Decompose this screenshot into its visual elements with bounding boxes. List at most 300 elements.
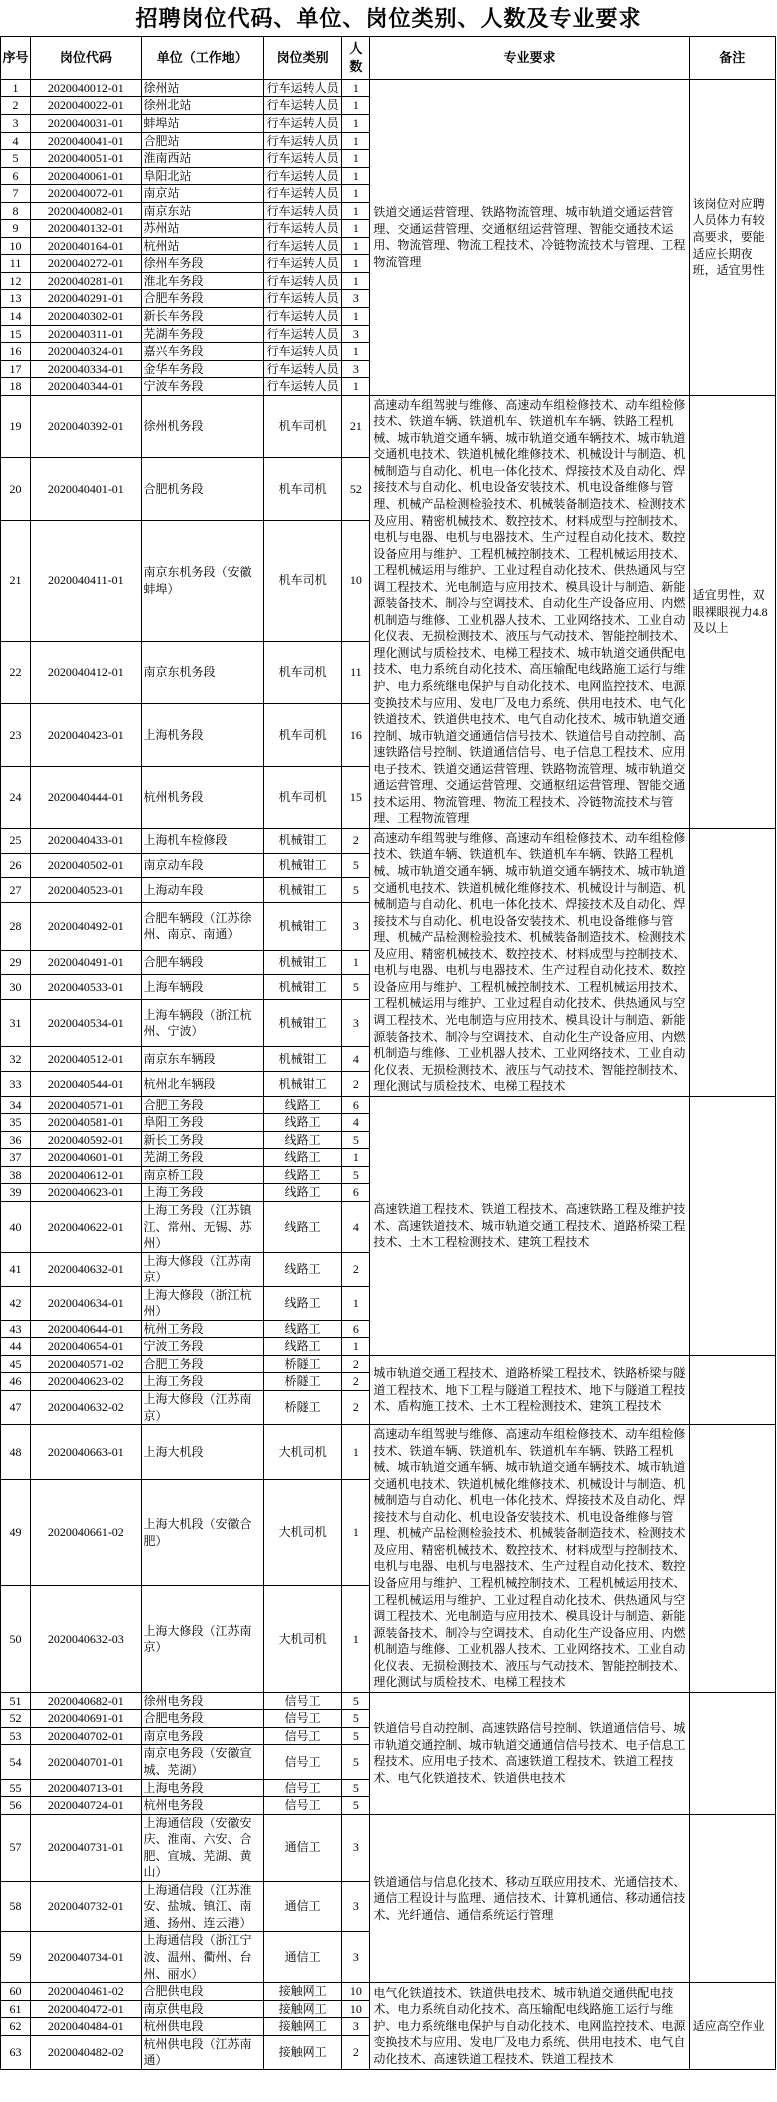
row-index-cell: 44	[1, 1338, 31, 1356]
count-cell: 6	[342, 1320, 370, 1338]
category-cell: 行车运转人员	[264, 97, 342, 115]
unit-cell: 金华车务段	[141, 360, 263, 378]
row-index-cell: 5	[1, 150, 31, 168]
count-cell: 21	[342, 395, 370, 457]
job-code-cell: 2020040061-01	[31, 167, 141, 185]
job-code-cell: 2020040622-01	[31, 1201, 141, 1252]
job-code-cell: 2020040632-02	[31, 1390, 141, 1424]
row-index-cell: 56	[1, 1797, 31, 1815]
row-index-cell: 7	[1, 185, 31, 203]
unit-cell: 阜阳工务段	[141, 1114, 263, 1132]
job-code-cell: 2020040713-01	[31, 1779, 141, 1797]
unit-cell: 合肥工务段	[141, 1096, 263, 1114]
requirement-cell: 铁道通信与信息化技术、移动互联应用技术、光通信技术、通信工程设计与监理、通信技术、计算机通信、移动通信技术、光纤通信、通信系统运行管理	[370, 1814, 689, 1982]
col-header-remark: 备注	[689, 37, 775, 80]
row-index-cell: 62	[1, 2018, 31, 2036]
category-cell: 机械钳工	[264, 1072, 342, 1097]
requirement-cell: 城市轨道交通工程技术、道路桥梁工程技术、铁路桥梁与隧道工程技术、地下工程与隧道工程技术、地下与隧道工程技术、盾构施工技术、土木工程检测技术、建筑工程技术	[370, 1355, 689, 1424]
unit-cell: 南京东机务段	[141, 641, 263, 703]
table-row	[1, 828, 776, 853]
remark-cell	[689, 828, 775, 1096]
table-body	[1, 79, 776, 2069]
count-cell: 5	[342, 1131, 370, 1149]
row-index-cell: 8	[1, 202, 31, 220]
unit-cell: 上海电务段	[141, 1779, 263, 1797]
unit-cell: 宁波工务段	[141, 1338, 263, 1356]
category-cell: 线路工	[264, 1320, 342, 1338]
count-cell: 1	[342, 114, 370, 132]
row-index-cell: 17	[1, 360, 31, 378]
job-code-cell: 2020040031-01	[31, 114, 141, 132]
unit-cell: 上海通信段（江苏淮安、盐城、镇江、南通、扬州、连云港）	[141, 1881, 263, 1932]
row-index-cell: 20	[1, 458, 31, 520]
row-index-cell: 26	[1, 853, 31, 878]
row-index-cell: 2	[1, 97, 31, 115]
unit-cell: 合肥车辆段	[141, 950, 263, 975]
row-index-cell: 34	[1, 1096, 31, 1114]
unit-cell: 杭州站	[141, 237, 263, 255]
job-code-cell: 2020040623-01	[31, 1184, 141, 1202]
unit-cell: 嘉兴车务段	[141, 343, 263, 361]
job-code-cell: 2020040544-01	[31, 1072, 141, 1097]
row-index-cell: 48	[1, 1425, 31, 1480]
job-code-cell: 2020040523-01	[31, 878, 141, 903]
count-cell: 5	[342, 1692, 370, 1710]
job-code-cell: 2020040132-01	[31, 220, 141, 238]
job-code-cell: 2020040423-01	[31, 704, 141, 766]
count-cell: 5	[342, 975, 370, 1000]
row-index-cell: 47	[1, 1390, 31, 1424]
row-index-cell: 12	[1, 272, 31, 290]
category-cell: 机械钳工	[264, 853, 342, 878]
job-code-cell: 2020040623-02	[31, 1373, 141, 1391]
unit-cell: 蚌埠站	[141, 114, 263, 132]
remark-cell	[689, 1425, 775, 1693]
job-code-cell: 2020040732-01	[31, 1881, 141, 1932]
job-code-cell: 2020040581-01	[31, 1114, 141, 1132]
requirement-cell: 高速铁道工程技术、铁道工程技术、高速铁路工程及维护技术、高速铁道技术、城市轨道交通工程技术、道路桥梁工程技术、土木工程检测技术、建筑工程技术	[370, 1096, 689, 1355]
row-index-cell: 54	[1, 1745, 31, 1779]
row-index-cell: 23	[1, 704, 31, 766]
category-cell: 行车运转人员	[264, 132, 342, 150]
unit-cell: 上海大修段（江苏南京）	[141, 1252, 263, 1286]
category-cell: 行车运转人员	[264, 220, 342, 238]
category-cell: 机械钳工	[264, 975, 342, 1000]
row-index-cell: 39	[1, 1184, 31, 1202]
count-cell: 1	[342, 237, 370, 255]
job-code-cell: 2020040701-01	[31, 1745, 141, 1779]
row-index-cell: 33	[1, 1072, 31, 1097]
unit-cell: 杭州电务段	[141, 1797, 263, 1815]
count-cell: 10	[342, 1983, 370, 2001]
unit-cell: 上海通信段（安徽安庆、淮南、六安、合肥、宣城、芜湖、黄山）	[141, 1814, 263, 1881]
unit-cell: 上海大修段（浙江杭州）	[141, 1286, 263, 1320]
remark-cell	[689, 1096, 775, 1355]
category-cell: 行车运转人员	[264, 255, 342, 273]
job-code-cell: 2020040533-01	[31, 975, 141, 1000]
table-row	[1, 79, 776, 97]
unit-cell: 徐州站	[141, 79, 263, 97]
job-code-cell: 2020040411-01	[31, 520, 141, 641]
category-cell: 行车运转人员	[264, 79, 342, 97]
job-code-cell: 2020040534-01	[31, 999, 141, 1047]
category-cell: 桥隧工	[264, 1355, 342, 1373]
requirement-cell: 铁道交通运营管理、铁路物流管理、城市轨道交通运营管理、交通运营管理、交通枢纽运营管理、智能交通技术运用、物流管理、物流工程技术、冷链物流技术与管理、工程物流管理	[370, 79, 689, 395]
job-code-cell: 2020040324-01	[31, 343, 141, 361]
unit-cell: 上海车辆段（浙江杭州、宁波）	[141, 999, 263, 1047]
requirement-cell: 电气化铁道技术、铁道供电技术、城市轨道交通供配电技术、电力系统自动化技术、高压输配电线路施工运行与维护、电力系统继电保护与自动化技术、电网监控技术、电源变换技术与应用、发电厂及电力系统、供用电技术、电气自动化技术、高速铁道工程技术、铁道工程技术	[370, 1983, 689, 2070]
unit-cell: 徐州北站	[141, 97, 263, 115]
job-code-cell: 2020040661-02	[31, 1479, 141, 1585]
count-cell: 3	[342, 1881, 370, 1932]
row-index-cell: 14	[1, 307, 31, 325]
category-cell: 行车运转人员	[264, 343, 342, 361]
category-cell: 信号工	[264, 1745, 342, 1779]
unit-cell: 阜阳北站	[141, 167, 263, 185]
table-row	[1, 1425, 776, 1480]
remark-cell	[689, 1814, 775, 1982]
col-header-requirement: 专业要求	[370, 37, 689, 80]
table-row	[1, 1983, 776, 2001]
row-index-cell: 57	[1, 1814, 31, 1881]
count-cell: 1	[342, 167, 370, 185]
unit-cell: 徐州车务段	[141, 255, 263, 273]
count-cell: 1	[342, 97, 370, 115]
count-cell: 1	[342, 1479, 370, 1585]
row-index-cell: 45	[1, 1355, 31, 1373]
category-cell: 机车司机	[264, 704, 342, 766]
category-cell: 大机司机	[264, 1586, 342, 1692]
unit-cell: 芜湖车务段	[141, 325, 263, 343]
requirement-cell: 高速动车组驾驶与维修、高速动车组检修技术、动车组检修技术、铁道车辆、铁道机车、铁道机车车辆、铁路工程机械、城市轨道交通车辆、城市轨道交通车辆技术、城市轨道交通机电技术、铁道机械化维修技术、机械设计与制造、机械制造与自动化、机电一体化技术、焊接技术及自动化、焊接技术与自动化、机电设备安装技术、机电设备维修与管理、机械产品检测检验技术、机械装备制造技术、检测技术及应用、精密机械技术、数控技术、材料成型与控制技术、电机与电器、电机与电器技术、生产过程自动化技术、数控设备应用与维护、工程机械控制技术、工程机械运用技术、工程机械运用与维护、工业过程自动化技术、供热通风与空调工程技术、光电制造与应用技术、模具设计与制造、新能源装备技术、制冷与空调技术、自动化生产设备应用、内燃机制造与维修、工业机器人技术、工业网络技术、工业自动化仪表、无损检测技术、液压与气动技术、智能控制技术、理化测试与质检技术、电梯工程技术、城市轨道交通供配电技术、电力系统自动化技术、高压输配电线路施工运行与维护、电力系统继电保护与自动化技术、电网监控技术、电源变换技术与应用、发电厂及电力系统、供用电技术、电气化铁道技术、铁道供电技术、电气自动化技术、城市轨道交通控制、城市轨道交通通信信号技术、铁道信号自动控制、高速铁路信号控制、铁道通信信号、电子信息工程技术、应用电子技术、铁道交通运营管理、铁路物流管理、城市轨道交通运营管理、交通运营管理、交通枢纽运营管理、智能交通技术运用、物流管理、物流工程技术、冷链物流技术与管理、工程物流管理	[370, 395, 689, 828]
table-row	[1, 1355, 776, 1373]
category-cell: 通信工	[264, 1932, 342, 1983]
count-cell: 4	[342, 1047, 370, 1072]
unit-cell: 南京东车辆段	[141, 1047, 263, 1072]
category-cell: 行车运转人员	[264, 237, 342, 255]
row-index-cell: 35	[1, 1114, 31, 1132]
row-index-cell: 41	[1, 1252, 31, 1286]
count-cell: 6	[342, 1096, 370, 1114]
unit-cell: 南京电务段（安徽宣城、芜湖）	[141, 1745, 263, 1779]
category-cell: 接触网工	[264, 1983, 342, 2001]
job-code-cell: 2020040482-02	[31, 2035, 141, 2069]
job-code-cell: 2020040272-01	[31, 255, 141, 273]
job-code-cell: 2020040022-01	[31, 97, 141, 115]
job-code-cell: 2020040492-01	[31, 902, 141, 950]
unit-cell: 上海通信段（浙江宁波、温州、衢州、台州、丽水）	[141, 1932, 263, 1983]
category-cell: 机械钳工	[264, 902, 342, 950]
unit-cell: 南京供电段	[141, 2000, 263, 2018]
remark-cell	[689, 1692, 775, 1814]
row-index-cell: 32	[1, 1047, 31, 1072]
category-cell: 线路工	[264, 1338, 342, 1356]
category-cell: 机车司机	[264, 395, 342, 457]
job-code-cell: 2020040571-01	[31, 1096, 141, 1114]
count-cell: 1	[342, 255, 370, 273]
unit-cell: 合肥车务段	[141, 290, 263, 308]
job-code-cell: 2020040612-01	[31, 1166, 141, 1184]
count-cell: 2	[342, 1390, 370, 1424]
job-code-cell: 2020040634-01	[31, 1286, 141, 1320]
count-cell: 1	[342, 150, 370, 168]
unit-cell: 南京桥工段	[141, 1166, 263, 1184]
unit-cell: 合肥车辆段（江苏徐州、南京、南通）	[141, 902, 263, 950]
count-cell: 5	[342, 878, 370, 903]
job-code-cell: 2020040632-01	[31, 1252, 141, 1286]
remark-cell: 适宜男性，双眼裸眼视力4.8及以上	[689, 395, 775, 828]
count-cell: 1	[342, 1149, 370, 1167]
job-code-cell: 2020040654-01	[31, 1338, 141, 1356]
count-cell: 11	[342, 641, 370, 703]
table-row	[1, 1692, 776, 1710]
count-cell: 3	[342, 325, 370, 343]
unit-cell: 上海机车检修段	[141, 828, 263, 853]
category-cell: 线路工	[264, 1114, 342, 1132]
category-cell: 线路工	[264, 1286, 342, 1320]
row-index-cell: 13	[1, 290, 31, 308]
unit-cell: 上海车辆段	[141, 975, 263, 1000]
job-code-cell: 2020040461-02	[31, 1983, 141, 2001]
count-cell: 3	[342, 2018, 370, 2036]
category-cell: 线路工	[264, 1149, 342, 1167]
category-cell: 接触网工	[264, 2000, 342, 2018]
unit-cell: 合肥电务段	[141, 1710, 263, 1728]
category-cell: 机械钳工	[264, 950, 342, 975]
row-index-cell: 31	[1, 999, 31, 1047]
job-code-cell: 2020040302-01	[31, 307, 141, 325]
unit-cell: 杭州工务段	[141, 1320, 263, 1338]
job-code-cell: 2020040051-01	[31, 150, 141, 168]
category-cell: 机械钳工	[264, 1047, 342, 1072]
count-cell: 2	[342, 2035, 370, 2069]
row-index-cell: 38	[1, 1166, 31, 1184]
count-cell: 5	[342, 1727, 370, 1745]
row-index-cell: 27	[1, 878, 31, 903]
job-code-cell: 2020040592-01	[31, 1131, 141, 1149]
category-cell: 机车司机	[264, 766, 342, 828]
unit-cell: 芜湖工务段	[141, 1149, 263, 1167]
job-code-cell: 2020040663-01	[31, 1425, 141, 1480]
category-cell: 机车司机	[264, 520, 342, 641]
count-cell: 3	[342, 999, 370, 1047]
row-index-cell: 52	[1, 1710, 31, 1728]
count-cell: 3	[342, 1814, 370, 1881]
row-index-cell: 16	[1, 343, 31, 361]
count-cell: 1	[342, 79, 370, 97]
job-code-cell: 2020040644-01	[31, 1320, 141, 1338]
category-cell: 桥隧工	[264, 1373, 342, 1391]
category-cell: 通信工	[264, 1881, 342, 1932]
job-code-cell: 2020040691-01	[31, 1710, 141, 1728]
row-index-cell: 21	[1, 520, 31, 641]
count-cell: 1	[342, 132, 370, 150]
unit-cell: 徐州电务段	[141, 1692, 263, 1710]
table-row	[1, 395, 776, 457]
row-index-cell: 6	[1, 167, 31, 185]
category-cell: 行车运转人员	[264, 290, 342, 308]
recruitment-table	[0, 36, 776, 2070]
col-header-unit: 单位（工作地）	[141, 37, 263, 80]
category-cell: 桥隧工	[264, 1390, 342, 1424]
unit-cell: 上海工务段	[141, 1373, 263, 1391]
col-header-job-code: 岗位代码	[31, 37, 141, 80]
row-index-cell: 29	[1, 950, 31, 975]
count-cell: 1	[342, 378, 370, 396]
count-cell: 2	[342, 1373, 370, 1391]
unit-cell: 南京站	[141, 185, 263, 203]
row-index-cell: 30	[1, 975, 31, 1000]
category-cell: 线路工	[264, 1096, 342, 1114]
row-index-cell: 50	[1, 1586, 31, 1692]
count-cell: 1	[342, 307, 370, 325]
count-cell: 5	[342, 1745, 370, 1779]
table-row	[1, 1814, 776, 1881]
job-code-cell: 2020040401-01	[31, 458, 141, 520]
row-index-cell: 25	[1, 828, 31, 853]
category-cell: 机车司机	[264, 458, 342, 520]
unit-cell: 合肥站	[141, 132, 263, 150]
count-cell: 5	[342, 1797, 370, 1815]
job-code-cell: 2020040412-01	[31, 641, 141, 703]
row-index-cell: 36	[1, 1131, 31, 1149]
unit-cell: 淮南西站	[141, 150, 263, 168]
unit-cell: 淮北车务段	[141, 272, 263, 290]
requirement-cell: 铁道信号自动控制、高速铁路信号控制、铁道通信信号、城市轨道交通控制、城市轨道交通通信信号技术、电子信息工程技术、应用电子技术、高速铁道工程技术、铁道工程技术、电气化铁道技术、铁道供电技术	[370, 1692, 689, 1814]
count-cell: 2	[342, 1252, 370, 1286]
category-cell: 线路工	[264, 1166, 342, 1184]
row-index-cell: 19	[1, 395, 31, 457]
col-header-category: 岗位类别	[264, 37, 342, 80]
job-code-cell: 2020040012-01	[31, 79, 141, 97]
job-code-cell: 2020040484-01	[31, 2018, 141, 2036]
category-cell: 行车运转人员	[264, 167, 342, 185]
unit-cell: 宁波车务段	[141, 378, 263, 396]
unit-cell: 南京东机务段（安徽蚌埠）	[141, 520, 263, 641]
unit-cell: 徐州机务段	[141, 395, 263, 457]
row-index-cell: 61	[1, 2000, 31, 2018]
row-index-cell: 24	[1, 766, 31, 828]
category-cell: 线路工	[264, 1252, 342, 1286]
unit-cell: 苏州站	[141, 220, 263, 238]
unit-cell: 上海大修段（江苏南京）	[141, 1390, 263, 1424]
unit-cell: 杭州北车辆段	[141, 1072, 263, 1097]
unit-cell: 上海工务段	[141, 1184, 263, 1202]
count-cell: 5	[342, 1166, 370, 1184]
col-header-index: 序号	[1, 37, 31, 80]
row-index-cell: 60	[1, 1983, 31, 2001]
unit-cell: 上海工务段（江苏镇江、常州、无锡、苏州）	[141, 1201, 263, 1252]
count-cell: 3	[342, 360, 370, 378]
unit-cell: 新长工务段	[141, 1131, 263, 1149]
category-cell: 行车运转人员	[264, 307, 342, 325]
unit-cell: 杭州供电段（江苏南通）	[141, 2035, 263, 2069]
count-cell: 1	[342, 202, 370, 220]
count-cell: 10	[342, 520, 370, 641]
row-index-cell: 51	[1, 1692, 31, 1710]
row-index-cell: 18	[1, 378, 31, 396]
count-cell: 5	[342, 853, 370, 878]
count-cell: 1	[342, 1286, 370, 1320]
count-cell: 3	[342, 1932, 370, 1983]
category-cell: 信号工	[264, 1797, 342, 1815]
category-cell: 行车运转人员	[264, 325, 342, 343]
row-index-cell: 49	[1, 1479, 31, 1585]
count-cell: 15	[342, 766, 370, 828]
row-index-cell: 28	[1, 902, 31, 950]
job-code-cell: 2020040334-01	[31, 360, 141, 378]
unit-cell: 上海机务段	[141, 704, 263, 766]
unit-cell: 杭州供电段	[141, 2018, 263, 2036]
category-cell: 信号工	[264, 1727, 342, 1745]
requirement-cell: 高速动车组驾驶与维修、高速动车组检修技术、动车组检修技术、铁道车辆、铁道机车、铁道机车车辆、铁路工程机械、城市轨道交通车辆、城市轨道交通车辆技术、城市轨道交通机电技术、铁道机械化维修技术、机械设计与制造、机械制造与自动化、机电一体化技术、焊接技术及自动化、焊接技术与自动化、机电设备安装技术、机电设备维修与管理、机械产品检测检验技术、机械装备制造技术、检测技术及应用、精密机械技术、数控技术、材料成型与控制技术、电机与电器、电机与电器技术、生产过程自动化技术、数控设备应用与维护、工程机械控制技术、工程机械运用技术、工程机械运用与维护、工业过程自动化技术、供热通风与空调工程技术、光电制造与应用技术、模具设计与制造、新能源装备技术、制冷与空调技术、自动化生产设备应用、内燃机制造与维修、工业机器人技术、工业网络技术、工业自动化仪表、无损检测技术、液压与气动技术、智能控制技术、理化测试与质检技术、电梯工程技术	[370, 1425, 689, 1693]
category-cell: 通信工	[264, 1814, 342, 1881]
category-cell: 信号工	[264, 1779, 342, 1797]
count-cell: 3	[342, 902, 370, 950]
count-cell: 3	[342, 290, 370, 308]
job-code-cell: 2020040433-01	[31, 828, 141, 853]
job-code-cell: 2020040311-01	[31, 325, 141, 343]
unit-cell: 合肥供电段	[141, 1983, 263, 2001]
unit-cell: 合肥工务段	[141, 1355, 263, 1373]
row-index-cell: 15	[1, 325, 31, 343]
count-cell: 5	[342, 1779, 370, 1797]
job-code-cell: 2020040724-01	[31, 1797, 141, 1815]
job-code-cell: 2020040702-01	[31, 1727, 141, 1745]
category-cell: 机械钳工	[264, 828, 342, 853]
count-cell: 10	[342, 2000, 370, 2018]
page-title: 招聘岗位代码、单位、岗位类别、人数及专业要求	[135, 6, 642, 31]
col-header-count: 人数	[342, 37, 370, 80]
unit-cell: 上海大修段（江苏南京）	[141, 1586, 263, 1692]
category-cell: 行车运转人员	[264, 360, 342, 378]
category-cell: 线路工	[264, 1201, 342, 1252]
job-code-cell: 2020040734-01	[31, 1932, 141, 1983]
unit-cell: 南京电务段	[141, 1727, 263, 1745]
category-cell: 行车运转人员	[264, 378, 342, 396]
category-cell: 机车司机	[264, 641, 342, 703]
unit-cell: 上海大机段	[141, 1425, 263, 1480]
count-cell: 1	[342, 220, 370, 238]
job-code-cell: 2020040571-02	[31, 1355, 141, 1373]
job-code-cell: 2020040041-01	[31, 132, 141, 150]
category-cell: 大机司机	[264, 1425, 342, 1480]
count-cell: 1	[342, 185, 370, 203]
category-cell: 线路工	[264, 1131, 342, 1149]
count-cell: 2	[342, 1072, 370, 1097]
job-code-cell: 2020040682-01	[31, 1692, 141, 1710]
job-code-cell: 2020040344-01	[31, 378, 141, 396]
row-index-cell: 9	[1, 220, 31, 238]
job-code-cell: 2020040472-01	[31, 2000, 141, 2018]
count-cell: 1	[342, 1586, 370, 1692]
count-cell: 2	[342, 828, 370, 853]
row-index-cell: 4	[1, 132, 31, 150]
row-index-cell: 53	[1, 1727, 31, 1745]
unit-cell: 杭州机务段	[141, 766, 263, 828]
job-code-cell: 2020040281-01	[31, 272, 141, 290]
job-code-cell: 2020040632-03	[31, 1586, 141, 1692]
count-cell: 4	[342, 1114, 370, 1132]
job-code-cell: 2020040491-01	[31, 950, 141, 975]
table-row	[1, 1096, 776, 1114]
unit-cell: 合肥机务段	[141, 458, 263, 520]
category-cell: 信号工	[264, 1710, 342, 1728]
row-index-cell: 59	[1, 1932, 31, 1983]
requirement-cell: 高速动车组驾驶与维修、高速动车组检修技术、动车组检修技术、铁道车辆、铁道机车、铁道机车车辆、铁路工程机械、城市轨道交通车辆、城市轨道交通车辆技术、城市轨道交通机电技术、铁道机械化维修技术、机械设计与制造、机械制造与自动化、机电一体化技术、焊接技术及自动化、焊接技术与自动化、机电设备安装技术、机电设备维修与管理、机械产品检测检验技术、机械装备制造技术、检测技术及应用、精密机械技术、数控技术、材料成型与控制技术、电机与电器、电机与电器技术、生产过程自动化技术、数控设备应用与维护、工程机械控制技术、工程机械运用技术、工程机械运用与维护、工业过程自动化技术、供热通风与空调工程技术、光电制造与应用技术、模具设计与制造、新能源装备技术、制冷与空调技术、自动化生产设备应用、内燃机制造与维修、工业机器人技术、工业网络技术、工业自动化仪表、无损检测技术、液压与气动技术、智能控制技术、理化测试与质检技术、电梯工程技术	[370, 828, 689, 1096]
row-index-cell: 58	[1, 1881, 31, 1932]
count-cell: 5	[342, 1710, 370, 1728]
